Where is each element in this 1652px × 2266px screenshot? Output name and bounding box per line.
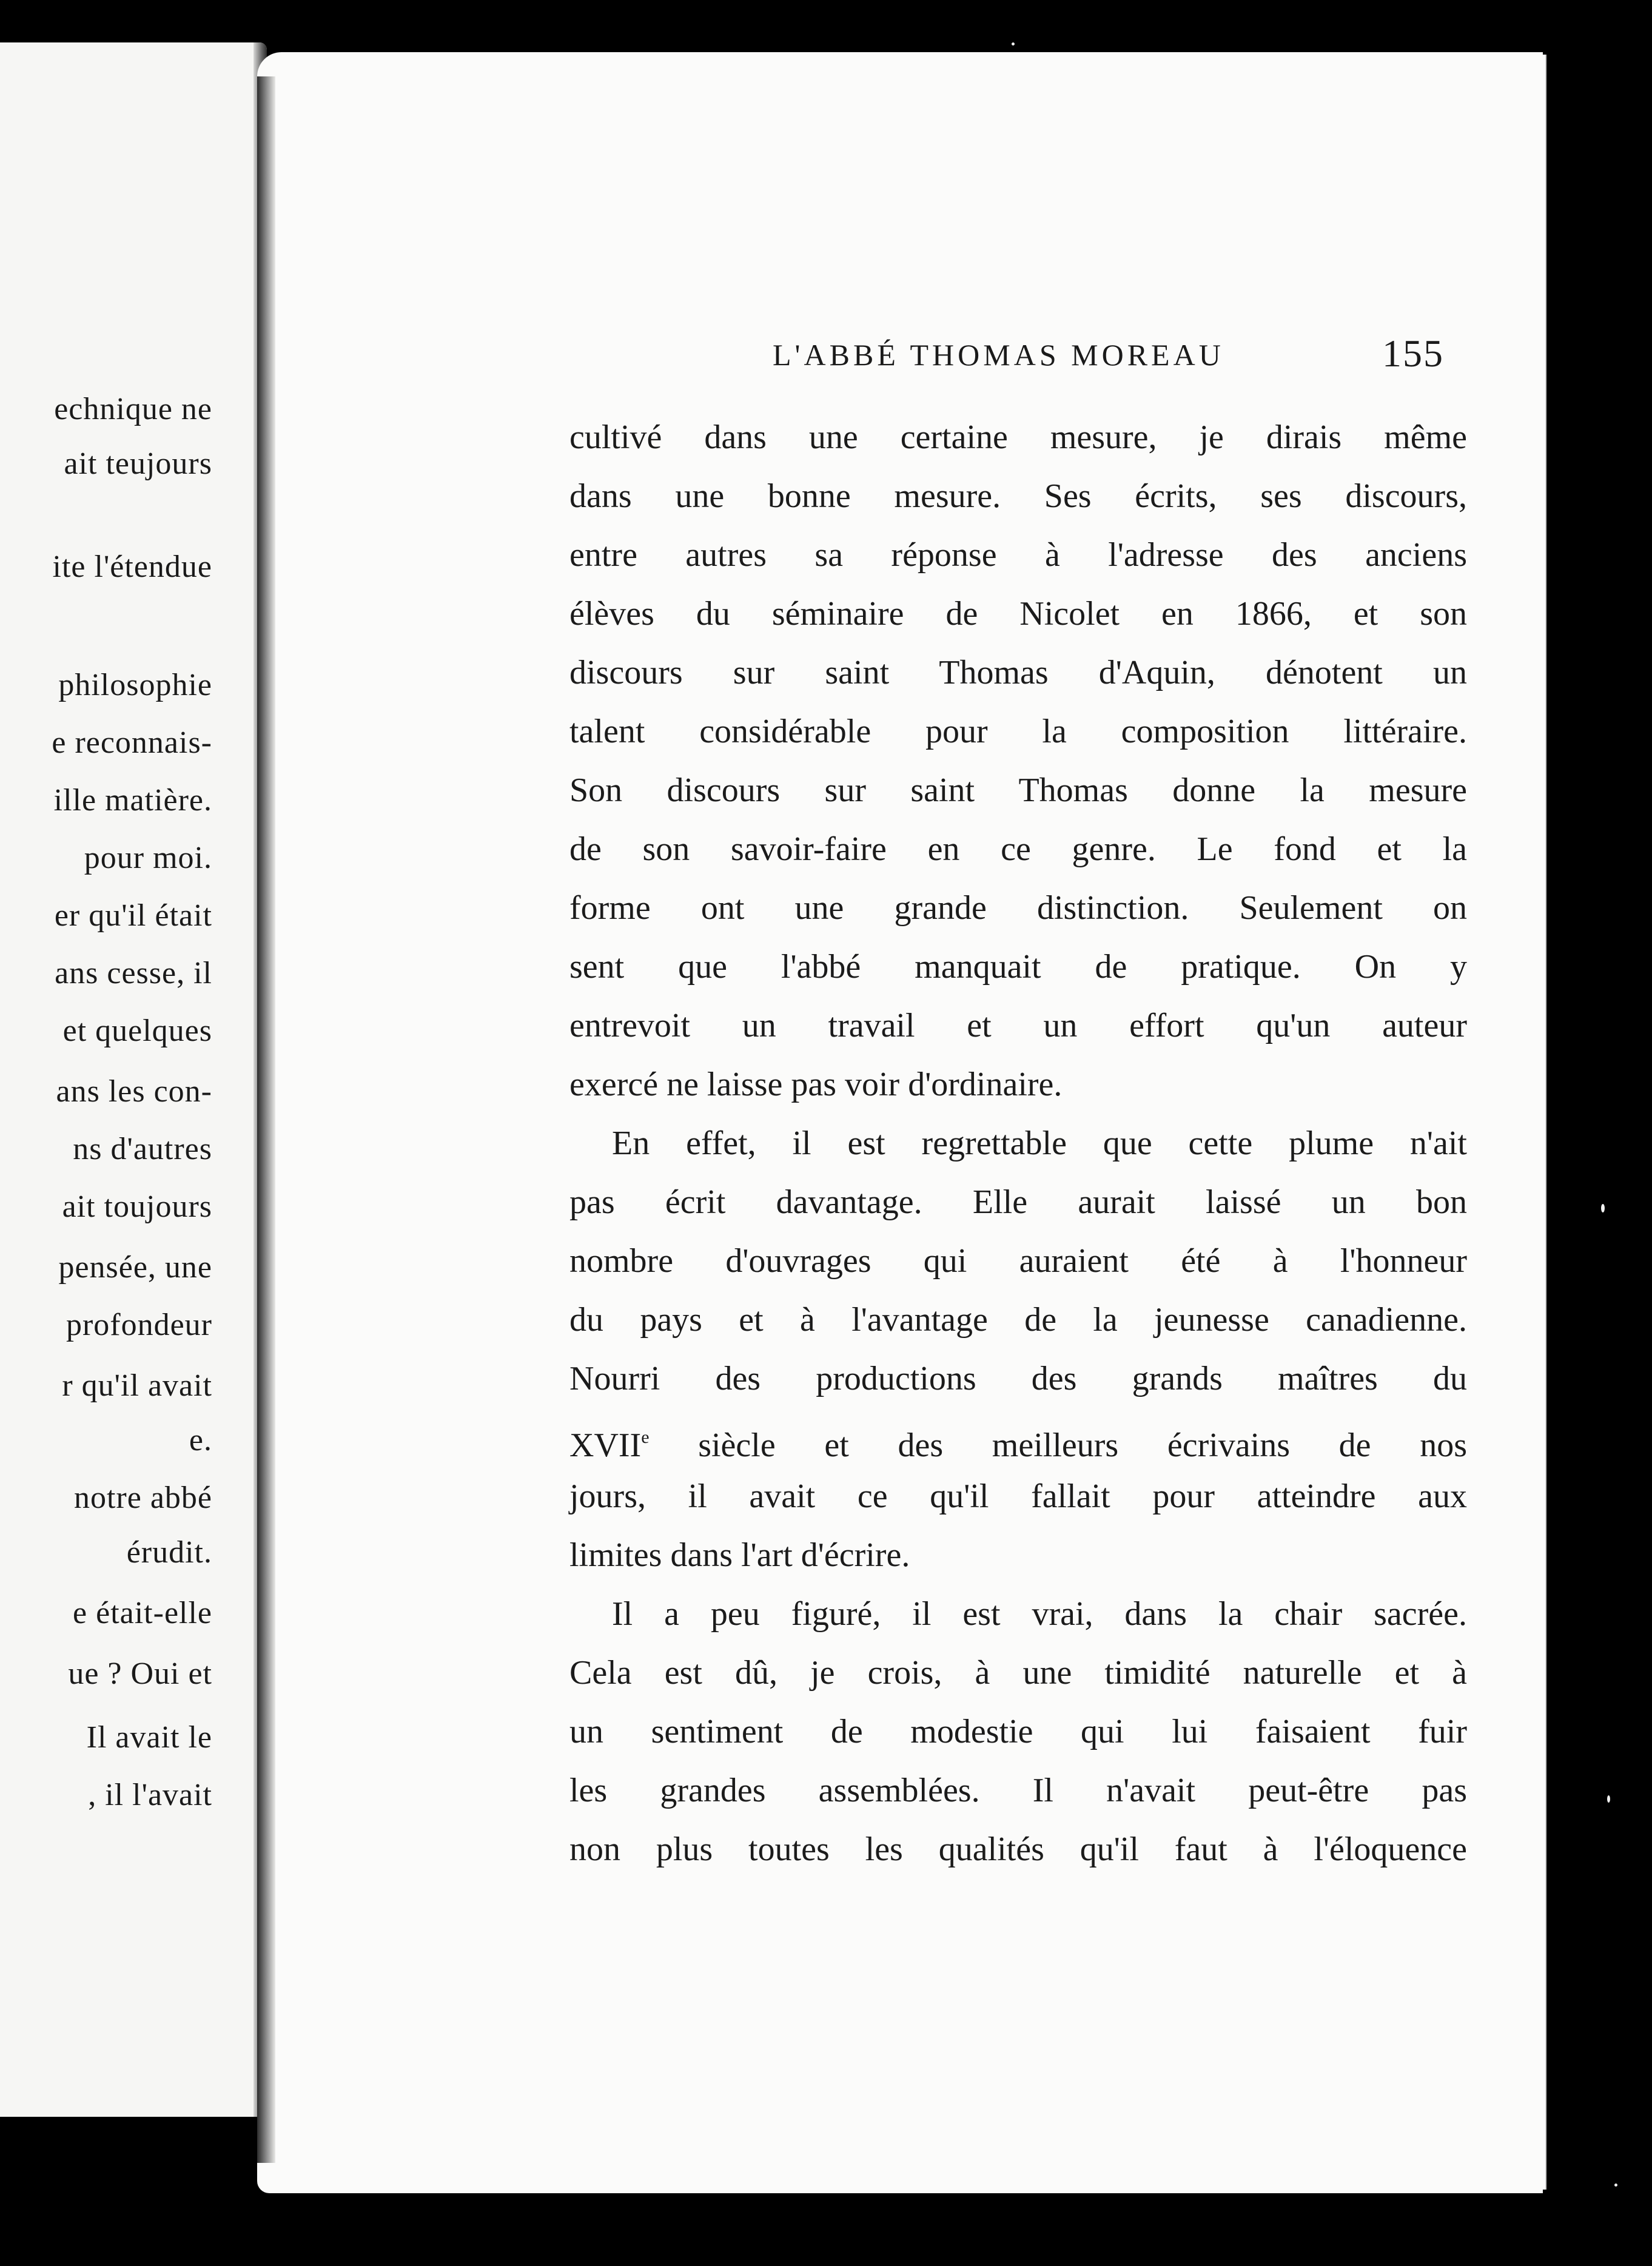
body-line: exercé ne laisse pas voir d'ordinaire. <box>569 1066 1063 1103</box>
body-line: pas écrit davantage. Elle aurait laissé un bon <box>569 1183 1467 1221</box>
scan-speck <box>1601 1204 1605 1212</box>
left-line: Il avait le <box>86 1720 212 1755</box>
left-line: pour moi. <box>84 841 212 875</box>
left-line: philosophie <box>58 668 212 702</box>
page-number: 155 <box>1382 332 1444 375</box>
left-line: ille matière. <box>53 783 212 818</box>
century-superscript: e <box>641 1427 650 1447</box>
body-line: sent que l'abbé manquait de pratique. On y <box>569 948 1467 986</box>
body-line: les grandes assemblées. Il n'avait peut-être pas <box>569 1772 1467 1809</box>
left-line: et quelques <box>62 1014 212 1048</box>
left-line: ue ? Oui et <box>68 1656 212 1691</box>
left-line: érudit. <box>126 1535 212 1570</box>
left-line: e était-elle <box>73 1596 212 1630</box>
body-line-century <box>569 1416 1468 1464</box>
left-line: echnique ne <box>54 392 212 426</box>
left-line: notre abbé <box>73 1481 212 1515</box>
left-line: ait toujours <box>62 1189 212 1224</box>
body-line: cultivé dans une certaine mesure, je dirais même <box>569 419 1467 456</box>
scan-speck <box>1614 2184 1617 2187</box>
left-line: profondeur <box>65 1308 212 1342</box>
body-line: discours sur saint Thomas d'Aquin, dénotent un <box>569 654 1467 691</box>
previous-page-fragment <box>0 42 267 2117</box>
left-line: e. <box>189 1423 212 1457</box>
left-line: ait teujours <box>64 446 212 481</box>
scan-speck <box>1012 42 1015 45</box>
century-numeral: XVII <box>569 1427 642 1464</box>
scan-speck <box>1607 1795 1610 1803</box>
body-line: Il a peu figuré, il est vrai, dans la chair sacrée. <box>612 1595 1467 1633</box>
left-line: r qu'il avait <box>62 1368 212 1403</box>
body-line: dans une bonne mesure. Ses écrits, ses discours, <box>569 477 1467 515</box>
running-head: L'ABBÉ THOMAS MOREAU <box>773 338 1224 372</box>
body-line: talent considérable pour la composition littéraire. <box>569 713 1467 750</box>
body-line: élèves du séminaire de Nicolet en 1866, et son <box>569 595 1467 633</box>
left-line: er qu'il était <box>54 898 212 933</box>
body-line: entre autres sa réponse à l'adresse des anciens <box>569 536 1467 574</box>
body-line: En effet, il est regrettable que cette plume n'ait <box>612 1125 1467 1162</box>
body-line: limites dans l'art d'écrire. <box>569 1536 910 1574</box>
left-line: ans cesse, il <box>55 956 212 990</box>
body-line: de son savoir-faire en ce genre. Le fond et la <box>569 830 1467 868</box>
century-line-text: siècle et des meilleurs écrivains de nos <box>698 1427 1468 1464</box>
body-line: non plus toutes les qualités qu'il faut à l'éloquence <box>569 1831 1467 1868</box>
left-line: pensée, une <box>58 1250 212 1285</box>
body-line: Nourri des productions des grands maîtres du <box>569 1360 1467 1397</box>
body-line: nombre d'ouvrages qui auraient été à l'honneur <box>569 1242 1467 1280</box>
left-line: , il l'avait <box>88 1778 212 1812</box>
body-line: forme ont une grande distinction. Seulement on <box>569 889 1467 927</box>
left-line: ans les con- <box>56 1074 212 1109</box>
left-line: ns d'autres <box>73 1132 212 1166</box>
book-page <box>257 52 1543 2193</box>
body-line: entrevoit un travail et un effort qu'un auteur <box>569 1007 1467 1044</box>
body-line: du pays et à l'avantage de la jeunesse canadienne. <box>569 1301 1467 1339</box>
previous-page-text <box>0 42 267 2117</box>
body-line: Cela est dû, je crois, à une timidité naturelle et à <box>569 1654 1467 1692</box>
body-line: Son discours sur saint Thomas donne la mesure <box>569 772 1467 809</box>
body-line: un sentiment de modestie qui lui faisaient fuir <box>569 1713 1467 1750</box>
left-line: e reconnais- <box>52 725 212 760</box>
left-line: ite l'étendue <box>52 550 212 584</box>
body-line: jours, il avait ce qu'il fallait pour atteindre aux <box>569 1478 1467 1515</box>
